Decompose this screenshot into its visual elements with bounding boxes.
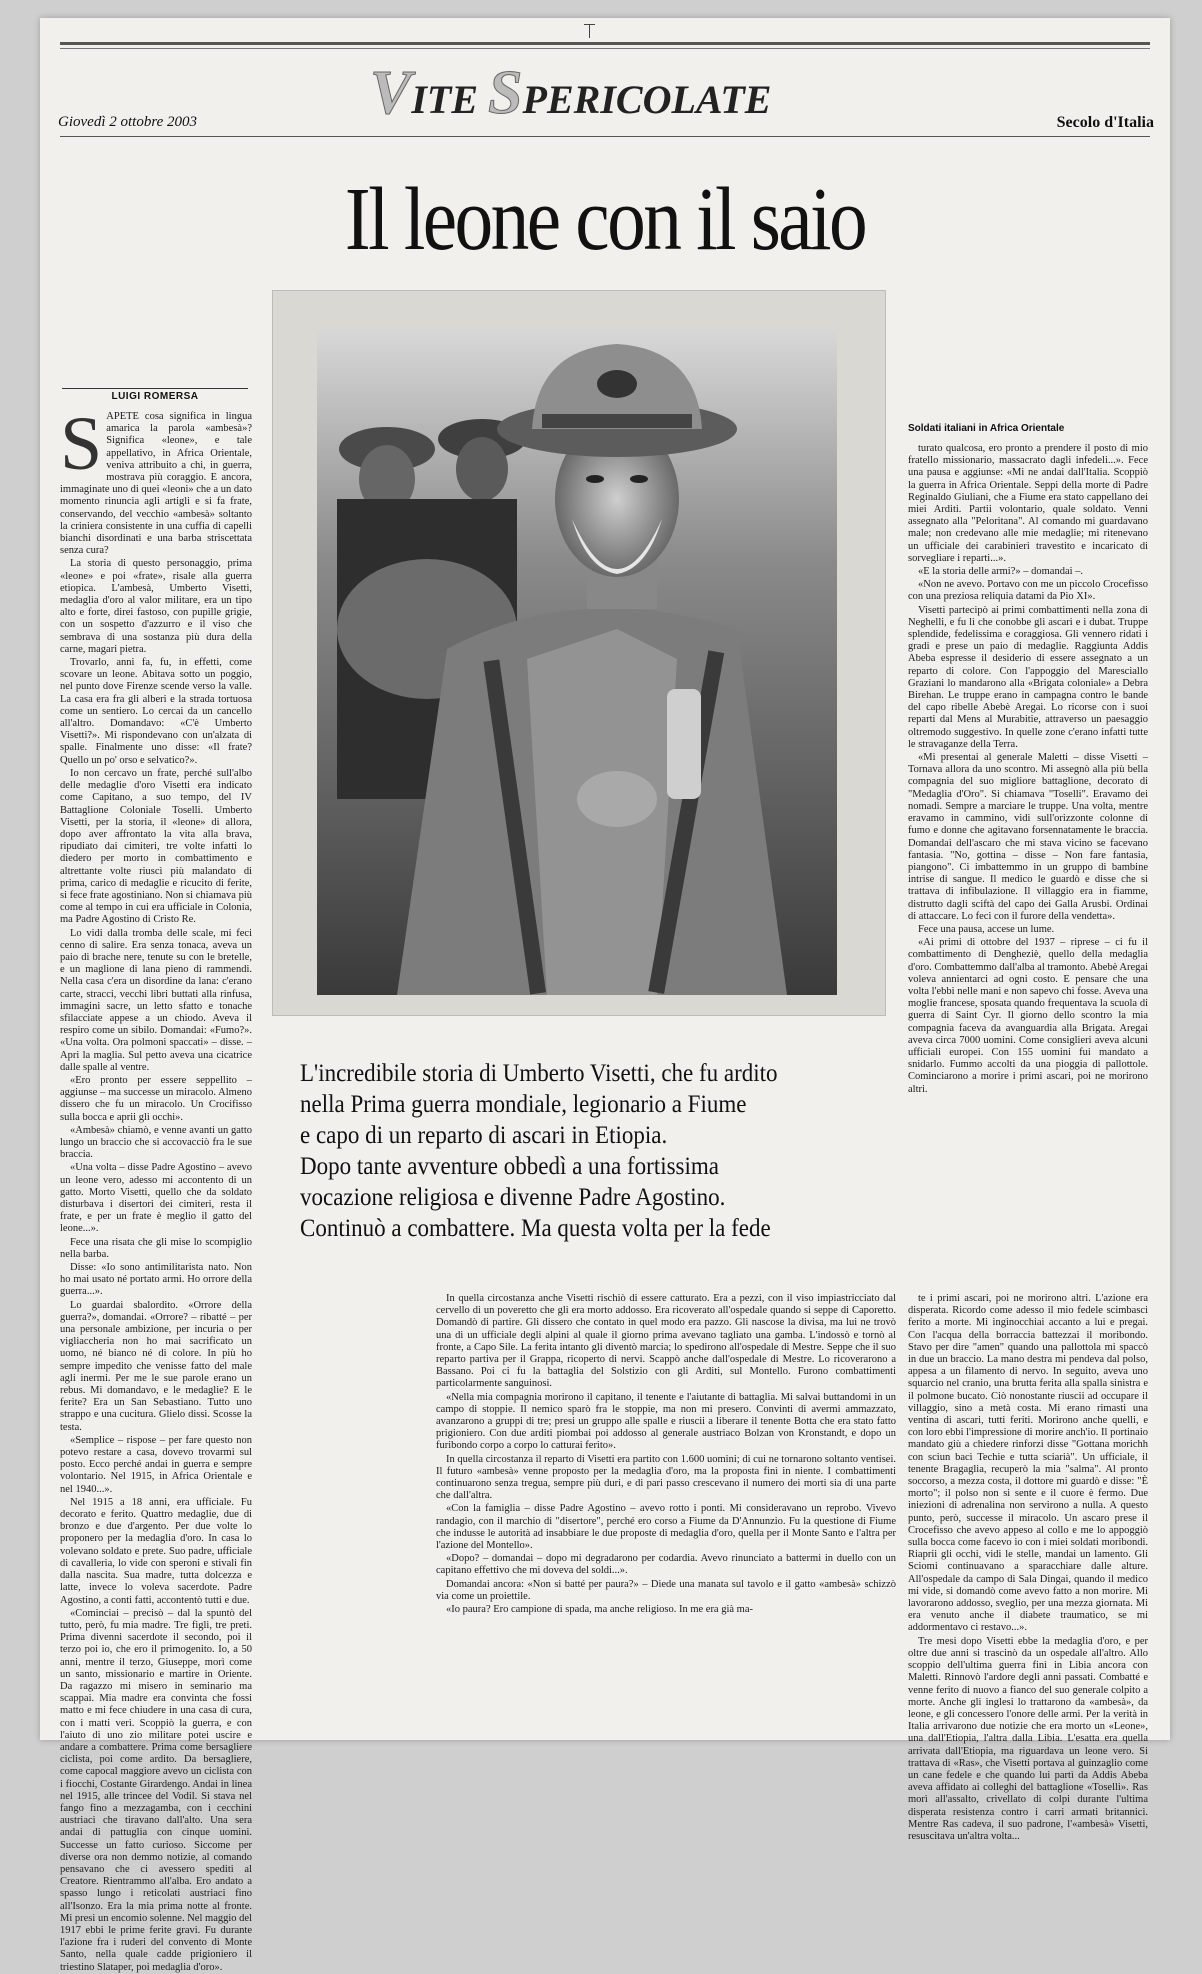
paragraph: Trovarlo, anni fa, fu, in effetti, come scovare un leone. Abitava sotto un poggio, nel punto dove Firenze scende verso la valle. La casa era fra gli alberi e la strada tortuosa come un sentiero. Lo cercai da un cancello all'altro. Domandavo: «C'è Umberto Visetti?». Mi rispondevano con un'alzata di spalle. Finalmente uno disse: «Il frate? Quello un po' orso e selvatico?». <box>60 657 252 766</box>
header-rule <box>60 136 1150 137</box>
top-rule <box>60 42 1150 45</box>
section-masthead <box>370 58 810 127</box>
masthead-initial-s: S <box>488 59 523 127</box>
paragraph: «Dopo? – domandai – dopo mi degradarono per codardia. Avevo rinunciato a battermi in duello con un capitano effettivo che mi doveva del soldi...». <box>436 1553 896 1577</box>
byline: LUIGI ROMERSA <box>62 388 248 402</box>
headline: Il leone con il saio <box>344 170 866 269</box>
paragraph: «Cominciai – precisò – dal la spuntò del tutto, però, fu mia madre. Tre figli, tre preti. Prima divenni sacerdote il secondo, poi il terzo poi io, che ero il primogenito. Io, a 50 anni, mentre il terzo, Giuseppe, morì come un santo, missionario e martire in Oriente. Da ragazzo mi misero in seminario ma scappai. Mia madre era convinta che fossi matto e mi fece chiudere in una casa di cura, con i matti veri. Scoppiò la guerra, e con l'aiuto di uno zio militare potei uscire e andare a combattere. Prima come bersagliere ciclista, poi come ardito. Da bersagliere, come capocal maggiore avevo un ciclista con i fiocchi, Costante Girardengo. Andai in linea nel 1915, alle trincee del Vodil. Si stava nel fango fino a mezzagamba, con i cecchini austriaci che tiravano dall'alto. Una sera andai di pattuglia con cinque uomini. Successe un fatto curioso. Siccome per diverse ora non demmo notizie, al comando pensavano che ci avessero spediti al Creatore. Rientrammo all'alba. Ero andato a spasso lungo i reticolati austriaci fino all'Isonzo. Era la mia prima notte al fronte. Mi presi un encomio solenne. Nel maggio del 1917 ebbi le prime ferite gravi. Fu durante l'azione fra i ruderi del convento di Monte Santo, nella quale cadde prigioniero il triestino Slataper, poi medaglia d'oro». <box>60 1607 252 1973</box>
subhead-line: e capo di un reparto di ascari in Etiopia. <box>300 1122 668 1149</box>
paragraph: In quella circostanza anche Visetti rischiò di essere catturato. Era a pezzi, con il viso impiastricciato dal cervello di un poveretto che gli era morto addosso. Era ricoverato all'ospedale quando si seppe di Caporetto. Domandò di partire. Gli dissero che contato in quel modo era pazzo. Gli nascose la divisa, ma lui ne trovò una di un ufficiale degli alpini al quale il giorno prima avevano tagliato una gamba. L'indossò e tornò al fronte, a Capo Sile. La ferita intanto gli diventò marcia; lo spedirono all'ospedale di Mestre. Seppe che il suo reparto partiva per il Grappa, ricoperto di nervi. Scappò anche dall'ospedale di Mestre. Lo ricoverarono a Bassano. Poi ci fu la battaglia del Solstizio con gli Arditi, sul Montello. Furono combattimenti particolarmente sanguinosi. <box>436 1293 896 1390</box>
paragraph: Io non cercavo un frate, perché sull'albo delle medaglie d'oro Visetti era indicato come Capitano, a suo tempo, del IV Battaglione Coloniale Toselli. Umberto Visetti, per la storia, il «leone» di allora, dopo aver affrontato la vita alla brava, ripudiato dai cimiteri, tre volte infatti lo diedero per morto in combattimento e altrettante volte riuscì più malandato di prima, carico di medaglie e ricucito di ferite, si fece frate agostiniano. Non si chiamava più come al tempo in cui era ufficiale in Colonia, ma Padre Agostino di Cristo Re. <box>60 767 252 926</box>
masthead-word-ite: ITE <box>411 77 489 122</box>
photo-caption: Soldati italiani in Africa Orientale <box>908 423 1065 434</box>
issue-date: Giovedì 2 ottobre 2003 <box>58 114 198 130</box>
paragraph: Visetti partecipò ai primi combattimenti nella zona di Neghelli, e fu lì che conobbe gli ascari e i dubat. Truppe splendide, fedelissima e coraggiosa. Gli vennero ridati i gradi e prese un paio di medaglie. Raggiunta Addis Abeba espresse il desiderio di essere assegnato a un reparto di colore. Con l'appoggio del Maresciallo Graziani lo mandarono alla «Brigata coloniale» a Debra Birehan. Le truppe erano in campagna contro le bande del capo ribelle Abebè Aregai. Lo ricorse con i suoi reparti dal Mens al Murabitie, attraverso un paesaggio oltremodo suggestivo. In quelle zone c'erano infatti tutte le stravaganze della Terra. <box>908 604 1148 750</box>
paragraph: Fece una pausa, accese un lume. <box>918 923 1055 935</box>
paragraph: «Nella mia compagnia morirono il capitano, il tenente e l'aiutante di battaglia. Mi salvai buttandomi in un campo di stoppie. Il nemico sparò fra le stoppie, ma non mi presero. Convinti di avermi ammazzato, avanzarono a gruppi di tre; presi un gruppo alle spalle e riuscii a liberare il tenente Botta che era stato fatto prigioniero. Con due arditi piombai poi addosso al generale austriaco Bolzan von Kronstandt, e dopo un furibondo corpo a corpo lo catturai ferito». <box>436 1391 896 1452</box>
article-column-bottom-right <box>908 1293 1148 1842</box>
bottom-right-text <box>908 1293 1148 1843</box>
subhead-line: Dopo tante avventure obbedì a una fortissima <box>300 1153 719 1180</box>
paragraph: Domandai ancora: «Non si batté per paura?» – Diede una manata sul tavolo e il gatto «ambesà» schizzò via come un proiettile. <box>436 1578 896 1602</box>
newspaper-page <box>40 18 1170 1973</box>
paragraph: Lo vidi dalla tromba delle scale, mi feci cenno di salire. Era senza tonaca, aveva un paio di brache nere, tenute su con le bretelle, e un maglione di lana pieno di rammendi. Nella casa c'era un disordine da lana: c'erano carte, stracci, vecchi libri buttati alla rinfusa, immagini sacre, un letto sfatto e tonache sfilacciate appese a un chiodo. Aveva il respiro come un sibilo. Domandai: «Fumo?». «Una volta. Ora polmoni spaccati» – disse. – Apri la maglia. Sul petto aveva una cicatrice dalle spalle al ventre. <box>60 927 252 1073</box>
paragraph: «Non ne avevo. Portavo con me un piccolo Crocefisso con una preziosa reliquia datami da Pio XI». <box>908 579 1148 603</box>
article-column-bottom-middle <box>436 1293 896 1733</box>
drop-cap: S <box>60 402 103 486</box>
subhead-line: vocazione religiosa e divenne Padre Agostino. <box>300 1184 726 1211</box>
paragraph: «Mi presentai al generale Maletti – disse Visetti – Tornava allora da uno scontro. Mi assegnò alla più bella compagnia del suo migliore battaglione, decorato di "Medaglia d'Oro". Si chiamava "Toselli". Eravamo dei nomadi. Sempre a marciare le truppe. Una volta, mentre eravamo in cammino, vidi sull'orizzonte colonne di fumo e donne che agitavano forsennatamente le braccia. Domandai dell'ascaro che mi stava vicino se facevano fantasia. "No, gottina – disse – Non fare fantasia, piangono". Ci imbattemmo in un gruppo di bambine intrise di sangue. Il medico le guardò e disse che si trattava di infibulazione. Il villaggio era in fiamme, distrutto dagli sciftà del capo dei Galla Arusbi. Ordinai di attaccare. Lo feci con il furore della vendetta». <box>908 752 1148 922</box>
paragraph: Fece una risata che gli mise lo scompiglio nella barba. <box>60 1236 252 1260</box>
top-rule-thin <box>60 48 1150 49</box>
paragraph: «Con la famiglia – disse Padre Agostino – avevo rotto i ponti. Mi consideravano un reprobo. Vivevo randagio, con il marchio di "disertore", perché ero corso a Fiume da D'Annunzio. Fu la questione di Fiume che indusse le autorità ad insabbiare le due proposte di medaglia d'oro, quella per il Monte Santo e l'altra per l'azione del Montello». <box>436 1503 896 1552</box>
paragraph: La storia di questo personaggio, prima «leone» e poi «frate», risale alla guerra etiopica. L'ambesà, Umberto Visetti, medaglia d'oro al valor militare, era un tipo alto e forte, direi fastoso, con pupille grigie, con un sospetto d'azzurro e il viso che sembrava di una sostanza più dura della carne, magari pietra. <box>60 558 252 655</box>
paragraph: «Semplice – rispose – per fare questo non potevo restare a casa, dovevo trovarmi sul posto. Ecco perché andai in guerra e sempre volontario. Nel 1915, in Africa Orientale e nel 1940...». <box>60 1434 252 1495</box>
masthead-initial-v: V <box>370 59 412 127</box>
subhead-line: Continuò a combattere. Ma questa volta per la fede <box>300 1215 771 1242</box>
newspaper-name: Secolo d'Italia <box>1056 114 1154 131</box>
paragraph: Tre mesi dopo Visetti ebbe la medaglia d'oro, e per oltre due anni si trascinò da un ospedale all'altro. Allo scoppio dell'ultima guerra finì in Libia ancora con Maletti. Rinnovò l'ardore degli anni passati. Combatté e venne ferito di nuovo a fianco del suo generale colpito a morte. Anche gli inglesi lo trattarono da «ambesà», da leone, e gli concessero l'onore delle armi. Per la verità in Italia arrivarono due notizie che era morto un «Leone», una dall'Etiopia, l'altra dalla Libia. L'esatta era quella arrivata dall'Etiopia, ma riguardava un leone vero. Si trattava di «Ras», che Visetti portava al guinzaglio come un cane fedele e che quando lui partì da Addis Abeba aveva affidato ai colleghi del battaglione «Toselli». Ras morì all'assalto, crivellato di colpi durante l'ultima disperata resistenza contro i carri armati britannici. Mentre Ras cadeva, il suo padrone, l'«ambesà» Visetti, resuscitava un'altra volta... <box>908 1635 1148 1842</box>
paragraph: «Ai primi di ottobre del 1937 – riprese – ci fu il combattimento di Dengheziè, quello della medaglia d'oro. Combattemmo dall'alba al tramonto. Abebè Aregai voleva annientarci ad ogni costo. E pensare che una volta l'ebbi nelle mani e non sapevo chi fosse. Aveva una moglie francese, sposata quando frequentava la scuola di guerra di Saint Cyr. Il giorno dello scontro la mia compagnia faceva da avanguardia alla Brigata. Aregai aveva circa 7000 uomini. Come consiglieri aveva alcuni ufficiali europei. Con 155 uomini fui mandato a snidarlo. Fummo accolti da una pioggia di pallottole. Cominciarono a morire i primi ascari, poi ne morirono altri. <box>908 937 1148 1095</box>
article-subhead <box>300 1058 843 1244</box>
masthead-word-pericolate: PERICOLATE <box>522 77 772 122</box>
subhead-line: nella Prima guerra mondiale, legionario a Fiume <box>300 1091 747 1118</box>
paragraph: «Io paura? Ero campione di spada, ma anche religioso. In me era già ma- <box>446 1604 753 1616</box>
crop-mark <box>589 24 590 38</box>
subhead-line: L'incredibile storia di Umberto Visetti, che fu ardito <box>300 1060 778 1087</box>
paragraph: Nel 1915 a 18 anni, era ufficiale. Fu decorato e ferito. Quattro medaglie, due di bronzo e due d'argento. Per due volte lo proponero per la medaglia d'oro. In casa lo volevano soldato e prete. Suo padre, ufficiale di cavalleria, lo vide con speroni e stivali fin dalla nascita. Sua madre, tutta dolcezza e latte, invece lo voleva sacerdote. Padre Agostino, a conti fatti, accontentò tutti e due. <box>60 1496 252 1606</box>
right-column-text <box>908 443 1148 1096</box>
paragraph: Lo guardai sbalordito. «Orrore della guerra?», domandai. «Orrore? – ribatté – per una personale ambizione, per incuria o per vigliaccheria non ho mai sacrificato un uomo, né bianco né di colore. In più ho sempre impedito che venisse fatto del male agli inermi. Per me le sue parole erano un rebus. Mi domandavo, e le medaglie? E le ferite? Era un San Sebastiano. Tutto uno strappo e una cucitura. Glielo dissi. Scosse la testa. <box>60 1299 252 1433</box>
left-column-text <box>60 402 252 1974</box>
paragraph: «Una volta – disse Padre Agostino – avevo un leone vero, adesso mi accontento di un gatto. Morto Visetti, quello che da soldato disturbava i disertori dei cimiteri, resta il frate, e per un frate è meglio il gatto del leone...». <box>60 1162 252 1235</box>
article-column-left <box>60 402 252 1973</box>
paragraph: In quella circostanza il reparto di Visetti era partito con 1.600 uomini; di cui ne tornarono soltanto ventisei. Il futuro «ambesà» venne proposto per la medaglia d'oro, ma la proposta finì in niente. I combattimenti continuarono senza tregua, sempre più duri, e di pari passo crescevano il numero dei morti sia di una parte che dall'altra. <box>436 1453 896 1502</box>
paragraph: «Ambesà» chiamò, e venne avanti un gatto lungo un braccio che si accovacciò fra le sue braccia. <box>60 1124 252 1161</box>
paragraph: turato qualcosa, ero pronto a prendere il posto di mio fratello missionario, massacrato dagli infedeli...». Fece una pausa e aggiunse: «Mi ne andai dall'Italia. Scoppiò la guerra in Africa Orientale. Seppi della morte di Padre Reginaldo Giuliani, che a Fiume era stato cappellano dei miei Arditi. Partii volontario, quale soldato. Venni assegnato alla "Peloritana". Al comando mi guardavano male; non credevano alle mie medaglie; mi ritenevano un ufficiale dei carabinieri travestito e incaricato di sorvegliare i reparti...». <box>908 443 1148 564</box>
paragraph: te i primi ascari, poi ne morirono altri. L'azione era disperata. Ricordo come adesso il mio fedele scimbasci ferito a morte. Mi inginocchiai accanto a lui e pregai. Con l'acqua della borraccia battezzai il moribondo. Stavo per dire "amen" quando una pallottola mi spaccò in due un braccio. La mano destra mi pendeva dal polso, appesa a un filamento di nervo. In seguito, aveva uno squarcio nel cranio, una brutta ferita alla spalla sinistra e il polmone bucato. Ciò nonostante riuscii ad occupare il villaggio, sino a metà costa. Mi erano rimasti una ventina di ascari, tutti feriti. Morirono anche quelli, e con loro ebbi l'impressione di morire anch'io. Il portinaio mandato giù a chiedere rinforzi disse "Gottana morichh con sciun bacì Techie e tutta sciarià". Un ufficiale, il tenente Bragaglia, recuperò la mia "salma". Al pronto soccorso, a mezza costa, il dottore mi guardò e disse: "È morto"; il polso non si sente e il cuore è fermo. Due iniezioni di adrenalina non servirono a nulla. A questo punto, però, successe il miracolo. Un ascaro prese il Crocefisso che avevo appeso al collo e me lo appoggiò sulla bocca come facevo io con i miei soldati moribondi. Riaprii gli occhi, vidi le stelle, mandai un lamento. Gli Sciomi continuavano a sparacchiare dalle alture. All'ospedale da campo di Sala Dingai, quando il medico mi vide, si domandò come avevo fatto a non morire. Mi lavorarono addosso, sveglio, per una mezza giornata. Mi era venuto anche il diabete traumatico, se mi addormentavo ci restavo...». <box>908 1293 1148 1634</box>
paragraph: Disse: «Io sono antimilitarista nato. Non ho mai usato né portato armi. Ho orrore della guerra...». <box>60 1262 252 1298</box>
soldier-photo-illustration <box>317 329 837 995</box>
paragraph: «E la storia delle armi?» – domandai –. <box>918 566 1084 578</box>
bottom-middle-text <box>436 1293 896 1616</box>
soldier-photo <box>317 329 837 995</box>
paragraph: APETE cosa significa in lingua amarica la parola «ambesà»? Significa «leone», e tale appellativo, in Africa Orientale, veniva attribuito a chi, in guerra, mostrava più coraggio. E ancora, immaginate uno di quei «leoni» che a un dato momento rinuncia agli artigli e si fa frate, conservando, del vecchio «ambesà» soltanto la criniera consistente in una cuffia di capelli bianchi disordinati e una barba striscettata senza cura? <box>60 411 252 557</box>
paragraph: «Ero pronto per essere seppellito – aggiunse – ma successe un miracolo. Almeno dissero che fu un miracolo. Un Crocifisso sulla bocca e aprii gli occhi». <box>60 1074 252 1123</box>
photo-frame <box>272 290 886 1016</box>
